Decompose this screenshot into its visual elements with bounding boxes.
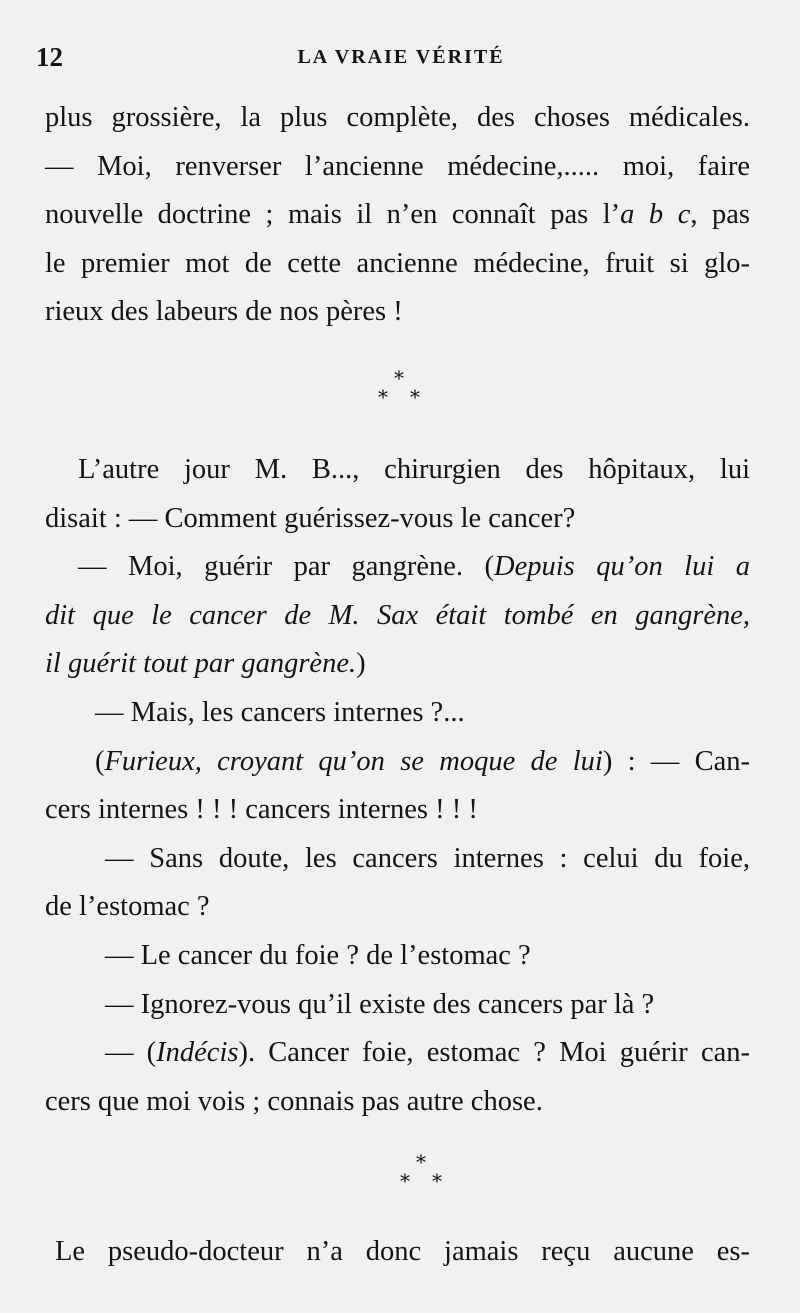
text-line: Le pseudo-docteur n’a donc jamais reçu aucune es- xyxy=(55,1236,750,1267)
asterism-separator: * * * xyxy=(400,1150,442,1193)
text-line: — Ignorez-vous qu’il existe des cancers par là ? xyxy=(105,988,655,1020)
text-line: — Moi, guérir par gangrène. (Depuis qu’on lui a xyxy=(78,551,750,583)
page-header xyxy=(36,38,766,78)
section-2 xyxy=(45,446,750,1126)
text-line: le premier mot de cette ancienne médecine, fruit si glo- xyxy=(45,247,750,279)
text-line: rieux des labeurs de nos pères ! xyxy=(45,296,403,328)
text-line: (Furieux, croyant qu’on se moque de lui) : — Can- xyxy=(95,745,751,777)
asterism-separator: * * * xyxy=(378,366,420,409)
section-3 xyxy=(45,1228,750,1277)
text-line: — Mais, les cancers internes ?... xyxy=(95,696,465,728)
text-line: — Sans doute, les cancers internes : celui du foie, xyxy=(105,842,750,874)
running-head: LA VRAIE VÉRITÉ xyxy=(297,46,505,68)
text-line: il guérit tout par gangrène.) xyxy=(45,648,366,680)
section-1 xyxy=(45,94,750,337)
text-line: disait : — Comment guérissez-vous le cancer? xyxy=(45,502,576,534)
text-line: L’autre jour M. B..., chirurgien des hôpitaux, lui xyxy=(78,454,750,485)
text-line: cers que moi vois ; connais pas autre chose. xyxy=(45,1085,543,1117)
text-line: — (Indécis). Cancer foie, estomac ? Moi guérir can- xyxy=(105,1037,750,1069)
text-line: de l’estomac ? xyxy=(45,891,210,923)
text-line: — Le cancer du foie ? de l’estomac ? xyxy=(105,939,531,971)
text-line: — Moi, renverser l’ancienne médecine,..... moi, faire xyxy=(45,150,750,182)
text-line: nouvelle doctrine ; mais il n’en connaît pas l’a b c, pas xyxy=(45,199,750,231)
text-line: cers internes ! ! ! cancers internes ! ! ! xyxy=(45,794,478,826)
text-line: plus grossière, la plus complète, des choses médicales. xyxy=(45,102,750,133)
text-line: dit que le cancer de M. Sax était tombé en gangrène, xyxy=(45,599,750,631)
page-number: 12 xyxy=(36,42,63,72)
